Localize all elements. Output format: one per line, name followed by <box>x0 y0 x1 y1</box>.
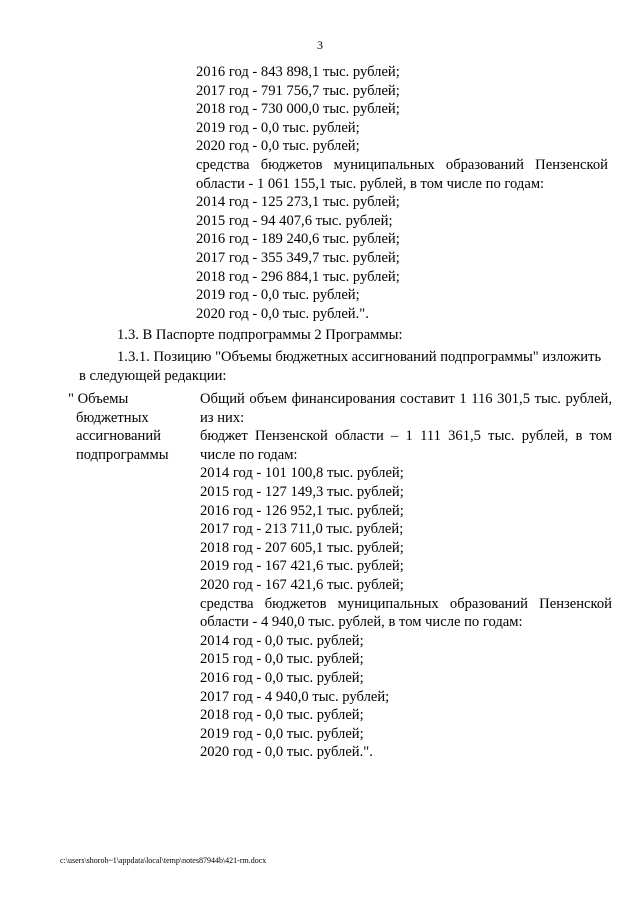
page-number: 3 <box>317 38 323 52</box>
label-line: бюджетных <box>76 409 149 426</box>
text-line: 2015 год - 0,0 тыс. рублей; <box>200 651 364 668</box>
text-line: 2016 год - 0,0 тыс. рублей; <box>200 669 364 686</box>
section-heading-1-3: 1.3. В Паспорте подпрограммы 2 Программы: <box>117 327 403 343</box>
table-label-column <box>68 390 188 464</box>
text-line: 2020 год - 167 421,6 тыс. рублей; <box>200 576 404 593</box>
text-line: числе по годам: <box>200 446 298 463</box>
text-line: 2016 год - 843 898,1 тыс. рублей; <box>196 64 400 80</box>
section-heading-1-3-1: 1.3.1. Позицию "Объемы бюджетных ассигнований подпрограммы" изложить <box>117 349 602 365</box>
text-line: 2020 год - 0,0 тыс. рублей; <box>196 138 360 155</box>
text-line: 2017 год - 4 940,0 тыс. рублей; <box>200 688 390 705</box>
funding-continuation-block <box>196 63 608 323</box>
text-line: 2019 год - 0,0 тыс. рублей; <box>200 725 364 742</box>
table-value-column <box>200 390 612 762</box>
text-line: 2017 год - 791 756,7 тыс. рублей; <box>196 82 400 99</box>
text-line: 2014 год - 125 273,1 тыс. рублей; <box>196 194 400 211</box>
text-line: 2016 год - 189 240,6 тыс. рублей; <box>196 231 400 248</box>
text-line: из них: <box>200 409 245 426</box>
text-line: 2019 год - 0,0 тыс. рублей; <box>196 119 360 136</box>
file-path-footer: c:\users\shorob~1\appdata\local\temp\notes87944b\421-rm.docx <box>60 856 267 865</box>
text-line: 2015 год - 127 149,3 тыс. рублей; <box>200 483 404 500</box>
text-line: средства бюджетов муниципальных образований Пензенской <box>196 156 608 173</box>
text-line: 2018 год - 0,0 тыс. рублей; <box>200 707 364 724</box>
label-line: " Объемы <box>68 391 129 407</box>
text-line: 2019 год - 0,0 тыс. рублей; <box>196 287 360 304</box>
text-line: бюджет Пензенской области – 1 111 361,5 тыс. рублей, в том <box>200 428 612 445</box>
text-line: 2018 год - 296 884,1 тыс. рублей; <box>196 268 400 285</box>
text-line: области - 1 061 155,1 тыс. рублей, в том числе по годам: <box>196 175 545 192</box>
text-line: средства бюджетов муниципальных образований Пензенской <box>200 595 612 612</box>
text-line: 2017 год - 355 349,7 тыс. рублей; <box>196 249 400 266</box>
text-line: 2016 год - 126 952,1 тыс. рублей; <box>200 502 404 519</box>
text-line: 2019 год - 167 421,6 тыс. рублей; <box>200 558 404 575</box>
text-line: 2015 год - 94 407,6 тыс. рублей; <box>196 212 393 229</box>
text-line: Общий объем финансирования составит 1 116 301,5 тыс. рублей, <box>200 391 612 407</box>
text-line: 2020 год - 0,0 тыс. рублей.". <box>200 744 373 761</box>
text-line: 2017 год - 213 711,0 тыс. рублей; <box>200 521 404 538</box>
section-1-3-1-continuation: в следующей редакции: <box>79 368 227 384</box>
text-line: 2014 год - 101 100,8 тыс. рублей; <box>200 465 404 482</box>
text-line: области - 4 940,0 тыс. рублей, в том числе по годам: <box>200 614 523 631</box>
label-line: ассигнований <box>76 428 161 445</box>
text-line: 2018 год - 730 000,0 тыс. рублей; <box>196 101 400 118</box>
text-line: 2020 год - 0,0 тыс. рублей.". <box>196 305 369 322</box>
text-line: 2018 год - 207 605,1 тыс. рублей; <box>200 539 404 556</box>
text-line: 2014 год - 0,0 тыс. рублей; <box>200 632 364 649</box>
label-line: подпрограммы <box>76 446 169 463</box>
